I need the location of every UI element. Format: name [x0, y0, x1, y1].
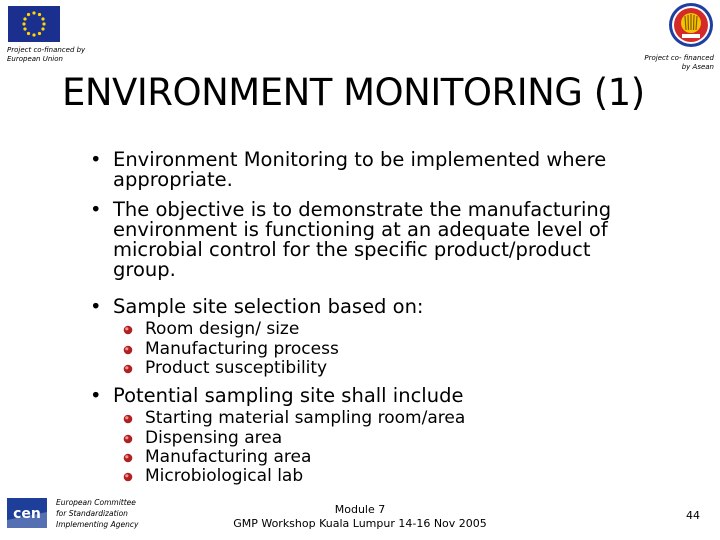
- bullet-line: group.: [113, 258, 176, 281]
- asean-caption: [644, 54, 714, 72]
- cen-caption-line3: Implementing Agency: [56, 520, 139, 529]
- sub-bullet-icon: [123, 345, 133, 355]
- sub-bullet-icon: [123, 325, 133, 335]
- sub-bullet-icon: [123, 414, 133, 424]
- bullet-line: environment is functioning at an adequate level of: [113, 218, 608, 241]
- sub-item-label: Product susceptibility: [145, 358, 328, 378]
- bullet-dot-icon: •: [90, 148, 102, 171]
- eu-caption-line1: Project co-financed by: [7, 46, 86, 54]
- bullet-dot-icon: •: [90, 198, 102, 221]
- asean-emblem-icon: [668, 2, 714, 48]
- bullet-line: microbial control for the specific product/product: [113, 238, 591, 261]
- footer-center: [210, 503, 510, 531]
- bullet-line: The objective is to demonstrate the manufacturing: [113, 198, 612, 221]
- eu-caption: [7, 46, 85, 64]
- footer-workshop: GMP Workshop Kuala Lumpur 14-16 Nov 2005: [233, 517, 487, 530]
- sub-item-label: Starting material sampling room/area: [145, 408, 466, 428]
- eu-caption-line2: European Union: [7, 55, 63, 63]
- sub-bullet-icon: [123, 434, 133, 444]
- sub-bullet-icon: [123, 364, 133, 374]
- bullet-dot-icon: •: [90, 295, 102, 318]
- sub-item-label: Dispensing area: [145, 428, 283, 448]
- cen-caption-line2: for Standardization: [56, 509, 128, 518]
- bullet-line: Potential sampling site shall include: [113, 384, 464, 407]
- footer-module: Module 7: [334, 503, 386, 516]
- sub-item-label: Microbiological lab: [145, 466, 304, 486]
- bullet-line: Sample site selection based on:: [113, 295, 424, 318]
- cen-logo-text: cen: [13, 506, 41, 522]
- eu-flag-icon: [8, 6, 60, 42]
- sub-item-label: Manufacturing process: [145, 339, 339, 359]
- cen-logo-icon: [7, 498, 47, 528]
- page-number: 44: [686, 509, 700, 522]
- slide-title: ENVIRONMENT MONITORING (1): [62, 71, 645, 114]
- asean-caption-line2: by Asean: [681, 63, 714, 71]
- sub-bullet-icon: [123, 453, 133, 463]
- bullet-line: appropriate.: [113, 168, 233, 191]
- cen-caption-line1: European Committee: [56, 498, 136, 507]
- sub-bullet-icon: [123, 472, 133, 482]
- sub-item-label: Manufacturing area: [145, 447, 312, 467]
- asean-caption-line1: Project co- financed: [644, 54, 714, 62]
- bullet-dot-icon: •: [90, 384, 102, 407]
- bullet-line: Environment Monitoring to be implemented where: [113, 148, 607, 171]
- sub-item-label: Room design/ size: [145, 319, 300, 339]
- cen-caption: [56, 497, 138, 530]
